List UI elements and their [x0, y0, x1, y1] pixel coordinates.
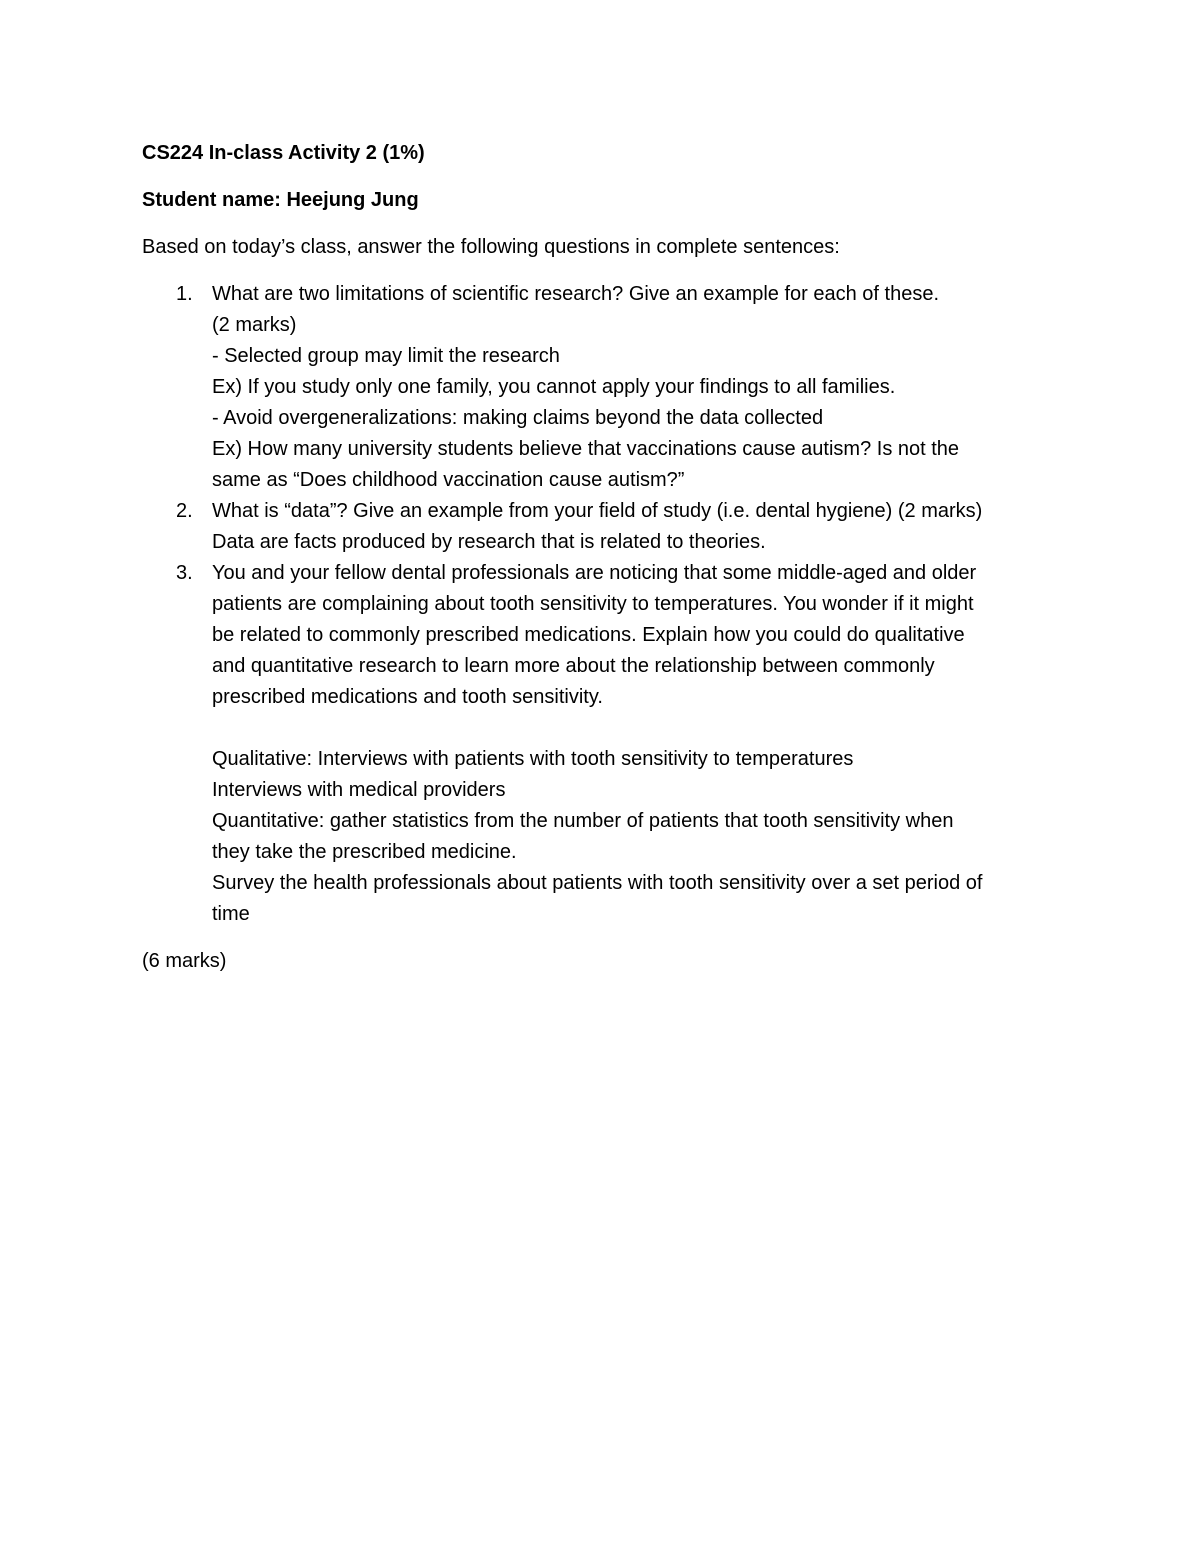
instructions: Based on today’s class, answer the following questions in complete sentences:	[142, 236, 840, 258]
question-1	[142, 279, 1062, 496]
question-line: be related to commonly prescribed medications. Explain how you could do qualitative	[212, 624, 965, 646]
answer-line: Qualitative: Interviews with patients with tooth sensitivity to temperatures	[212, 748, 854, 770]
answer-line: - Avoid overgeneralizations: making claims beyond the data collected	[212, 407, 824, 429]
answer-line: they take the prescribed medicine.	[212, 841, 517, 863]
question-number: 2.	[176, 500, 193, 522]
question-3	[142, 558, 1062, 930]
question-line: What is “data”? Give an example from your field of study (i.e. dental hygiene) (2 marks)	[212, 500, 983, 522]
question-number: 1.	[176, 283, 193, 305]
question-line: prescribed medications and tooth sensitivity.	[212, 686, 603, 708]
question-line: You and your fellow dental professionals are noticing that some middle-aged and older	[212, 562, 977, 584]
answer-line: Survey the health professionals about patients with tooth sensitivity over a set period of	[212, 872, 983, 894]
question-2	[142, 496, 1062, 558]
answer-line: Ex) How many university students believe that vaccinations cause autism? Is not the	[212, 438, 960, 460]
answer-line: Data are facts produced by research that is related to theories.	[212, 531, 766, 553]
answer-line: same as “Does childhood vaccination cause autism?”	[212, 469, 685, 491]
answer-line: Ex) If you study only one family, you cannot apply your findings to all families.	[212, 376, 896, 398]
document-title: CS224 In-class Activity 2 (1%)	[142, 142, 425, 164]
final-marks: (6 marks)	[142, 950, 227, 972]
question-line: What are two limitations of scientific research? Give an example for each of these.	[212, 283, 940, 305]
answer-line: time	[212, 903, 250, 925]
question-line: (2 marks)	[212, 314, 297, 336]
document-page	[142, 138, 1062, 977]
question-number: 3.	[176, 562, 193, 584]
blank-line	[212, 713, 1062, 744]
answer-line: - Selected group may limit the research	[212, 345, 560, 367]
question-line: and quantitative research to learn more about the relationship between commonly	[212, 655, 935, 677]
student-name: Student name: Heejung Jung	[142, 189, 419, 211]
answer-line: Interviews with medical providers	[212, 779, 506, 801]
question-line: patients are complaining about tooth sensitivity to temperatures. You wonder if it might	[212, 593, 974, 615]
answer-line: Quantitative: gather statistics from the number of patients that tooth sensitivity when	[212, 810, 954, 832]
question-list	[142, 279, 1062, 930]
